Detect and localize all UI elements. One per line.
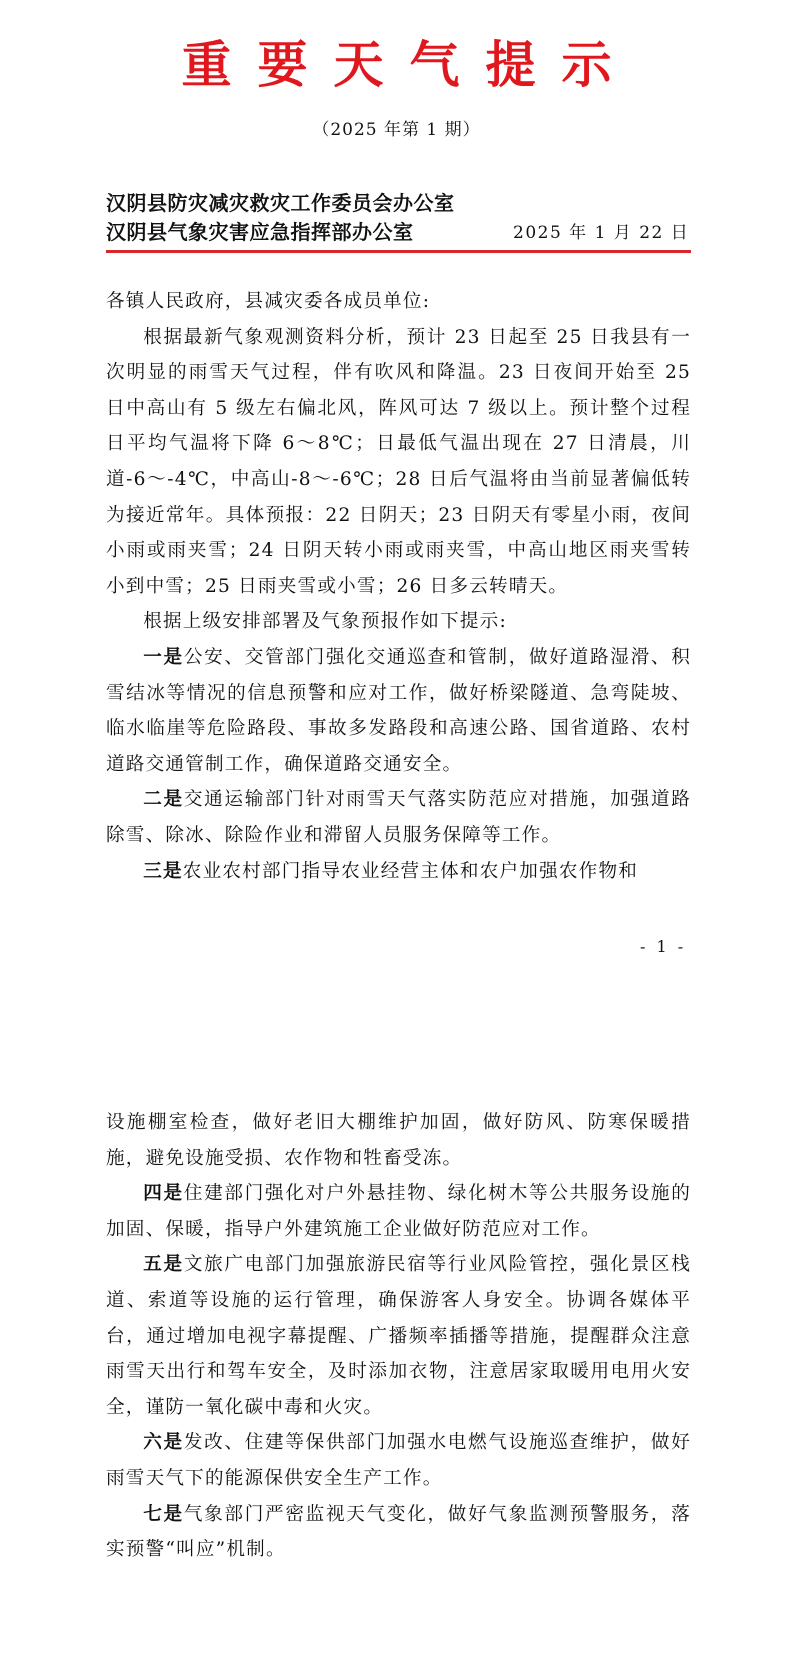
item-paragraph <box>106 1176 691 1247</box>
item-paragraph <box>106 854 691 890</box>
salutation: 各镇人民政府，县减灾委各成员单位: <box>106 291 431 312</box>
item-label: 二是 <box>143 789 184 811</box>
body-page-2 <box>106 1105 691 1568</box>
item-label: 四是 <box>143 1183 184 1205</box>
red-header-rule <box>106 250 691 253</box>
item-paragraph <box>106 1247 691 1425</box>
document-page-2 <box>0 1105 793 1664</box>
document-title: 重要天气提示 <box>181 35 638 94</box>
item-paragraph <box>106 1497 691 1568</box>
item-text: 农业农村部门指导农业经营主体和农户加强农作物和 <box>182 860 639 882</box>
item-label: 一是 <box>143 646 184 668</box>
page-number: - 1 - <box>640 937 687 956</box>
item-text: 发改、住建等保供部门加强水电燃气设施巡查维护，做好雨雪天气下的能源保供安全生产工作。 <box>106 1432 691 1489</box>
intro-paragraph: 根据上级安排部署及气象预报作如下提示: <box>143 611 507 633</box>
item-label: 七是 <box>143 1503 184 1525</box>
item-text: 住建部门强化对户外悬挂物、绿化树木等公共服务设施的加固、保暖，指导户外建筑施工企业做好防范应对工作。 <box>106 1183 691 1240</box>
item-paragraph <box>106 782 691 853</box>
forecast-paragraph: 根据最新气象观测资料分析，预计 23 日起至 25 日我县有一次明显的雨雪天气过程，伴有吹风和降温。23 日夜间开始至 25 日中高山有 5 级左右偏北风，阵风可达 7 级以上。预计整个过程日平均气温将下降 6～8℃；日最低气温出现在 27 日清晨，川道-6～-4℃，中高山-8～-6℃；28 日后气温将由当前显著偏低转为接近常年。具体预报：22 日阴天；23 日阴天有零星小雨，夜间小雨或雨夹雪；24 日阴天转小雨或雨夹雪，中高山地区雨夹雪转小到中雪；25 日雨夹雪或小雪；26 日多云转晴天。 <box>106 326 691 597</box>
item-text: 气象部门严密监视天气变化，做好气象监测预警服务，落实预警“叫应”机制。 <box>106 1503 691 1561</box>
item-paragraph <box>106 640 691 782</box>
issue-date: 2025 年 1 月 22 日 <box>513 223 690 243</box>
item-paragraph <box>106 1425 691 1496</box>
item-label: 三是 <box>143 860 183 882</box>
continuation-paragraph: 设施棚室检查，做好老旧大棚维护加固，做好防风、防寒保暖措施，避免设施受损、农作物和牲畜受冻。 <box>106 1112 691 1169</box>
issuer-disaster-office: 汉阴县防灾减灾救灾工作委员会办公室 <box>106 191 455 215</box>
issuer-meteorological-office: 汉阴县气象灾害应急指挥部办公室 <box>106 220 414 244</box>
item-label: 五是 <box>143 1254 184 1276</box>
body-page-1 <box>106 284 691 889</box>
issue-number: （2025 年第 1 期） <box>312 120 481 140</box>
item-label: 六是 <box>143 1432 184 1454</box>
item-text: 文旅广电部门加强旅游民宿等行业风险管控，强化景区栈道、索道等设施的运行管理，确保游客人身安全。协调各媒体平台，通过增加电视字幕提醒、广播频率插播等措施，提醒群众注意雨雪天出行和驾车安全，及时添加衣物，注意居家取暖用电用火安全，谨防一氧化碳中毒和火灾。 <box>106 1254 691 1418</box>
item-text: 交通运输部门针对雨雪天气落实防范应对措施，加强道路除雪、除冰、除险作业和滞留人员服务保障等工作。 <box>106 789 691 846</box>
item-text: 公安、交管部门强化交通巡查和管制，做好道路湿滑、积雪结冰等情况的信息预警和应对工作，做好桥梁隧道、急弯陡坡、临水临崖等危险路段、事故多发路段和高速公路、国省道路、农村道路交通管制工作，确保道路交通安全。 <box>106 646 691 775</box>
